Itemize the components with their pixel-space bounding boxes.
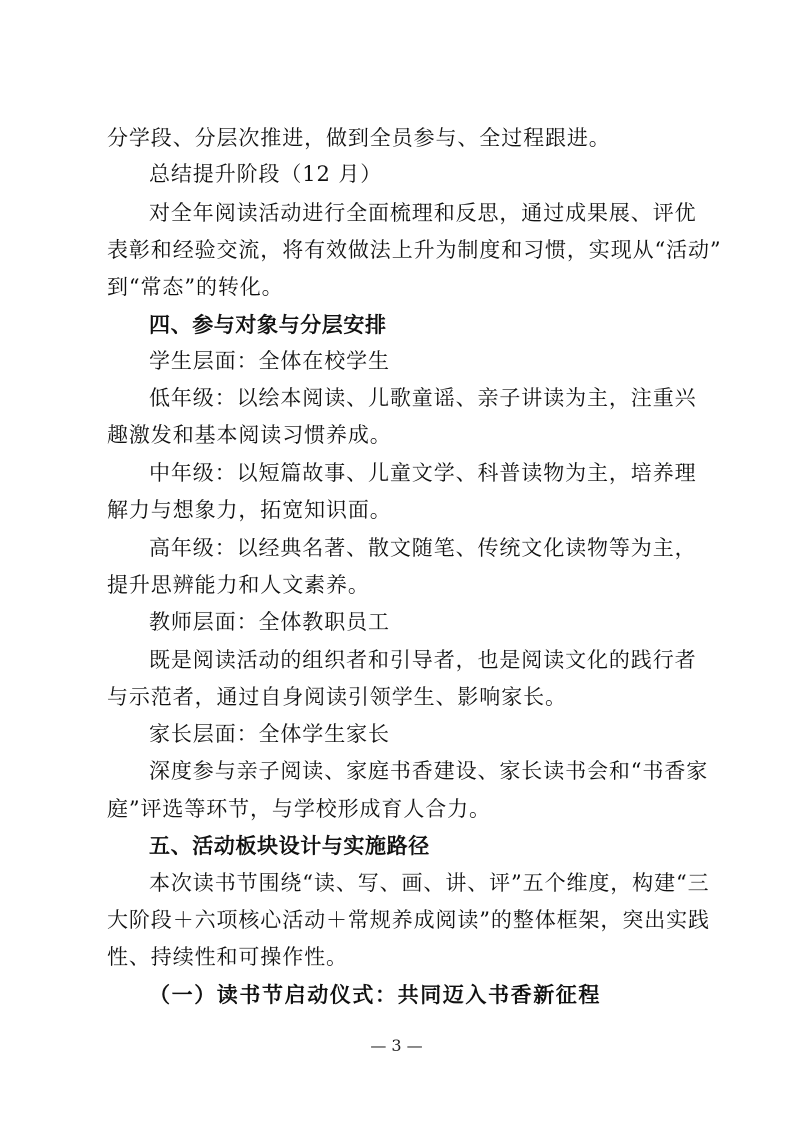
body-text-line: 与示范者，通过自身阅读引领学生、影响家长。 xyxy=(107,685,567,709)
body-text-line: 到“常态”的转化。 xyxy=(107,275,284,299)
body-text-line: 性、持续性和可操作性。 xyxy=(107,945,348,969)
stage-label: 总结提升阶段（12 月） xyxy=(149,162,383,186)
body-text-line: 趣激发和基本阅读习惯养成。 xyxy=(107,423,392,447)
body-text-line: 中年级：以短篇故事、儿童文学、科普读物为主，培养理 xyxy=(149,461,697,485)
body-text-line: 低年级：以绘本阅读、儿歌童谣、亲子讲读为主，注重兴 xyxy=(149,386,697,410)
body-text-line: 解力与想象力，拓宽知识面。 xyxy=(107,498,392,522)
body-text-line: 庭”评选等环节，与学校形成育人合力。 xyxy=(107,797,491,821)
body-text-line: 大阶段＋六项核心活动＋常规养成阅读”的整体框架，突出实践 xyxy=(107,908,710,932)
section-heading: 五、活动板块设计与实施路径 xyxy=(149,834,430,858)
body-text-line: 既是阅读活动的组织者和引导者，也是阅读文化的践行者 xyxy=(149,648,697,672)
body-text-line: 高年级：以经典名著、散文随笔、传统文化读物等为主， xyxy=(149,536,697,560)
section-heading: 四、参与对象与分层安排 xyxy=(149,313,387,337)
body-text-line: 学生层面：全体在校学生 xyxy=(149,349,390,373)
body-text-line: 教师层面：全体教职员工 xyxy=(149,610,390,634)
body-text-line: 本次读书节围绕“读、写、画、讲、评”五个维度，构建“三 xyxy=(149,871,710,895)
body-text-line: 表彰和经验交流，将有效做法上升为制度和习惯，实现从“活动” xyxy=(107,238,722,262)
body-text-line: 提升思辨能力和人文素养。 xyxy=(107,573,370,597)
page-number: — 3 — xyxy=(370,1036,423,1055)
body-text-line: 深度参与亲子阅读、家庭书香建设、家长读书会和“书香家 xyxy=(149,759,709,783)
body-text-line: 分学段、分层次推进，做到全员参与、全过程跟进。 xyxy=(107,126,611,150)
body-text-line: 家长层面：全体学生家长 xyxy=(149,722,390,746)
body-text-line: 对全年阅读活动进行全面梳理和反思，通过成果展、评优 xyxy=(149,201,697,225)
subsection-heading: （一）读书节启动仪式：共同迈入书香新征程 xyxy=(149,982,601,1007)
